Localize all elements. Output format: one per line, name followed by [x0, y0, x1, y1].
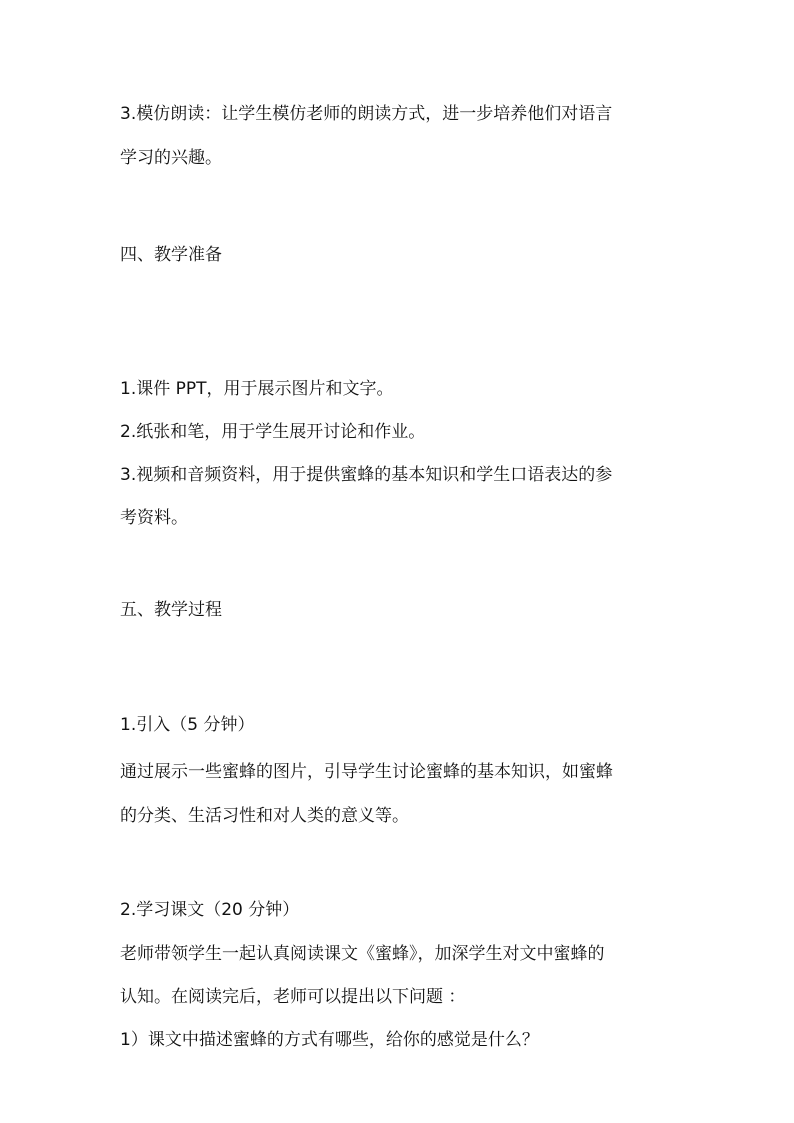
section-heading-teaching-process: 五、教学过程 — [120, 600, 222, 620]
section-heading-teaching-preparation: 四、教学准备 — [120, 245, 222, 265]
process-step-2-line-1: 老师带领学生一起认真阅读课文《蜜蜂》，加深学生对文中蜜蜂的 — [120, 944, 605, 964]
preparation-item-3-line-2: 考资料。 — [120, 508, 188, 528]
process-step-1-title: 1.引入（5 分钟） — [120, 715, 255, 735]
paragraph-imitate-reading-line-1: 3.模仿朗读：让学生模仿老师的朗读方式，进一步培养他们对语言 — [120, 104, 613, 124]
process-step-2-title: 2.学习课文（20 分钟） — [120, 900, 300, 920]
process-step-2-line-2: 认知。在阅读完后，老师可以提出以下问题 ： — [120, 987, 466, 1007]
paragraph-imitate-reading-line-2: 学习的兴趣。 — [120, 148, 222, 168]
preparation-item-3-line-1: 3.视频和音频资料，用于提供蜜蜂的基本知识和学生口语表达的参 — [120, 465, 613, 485]
process-step-2-question-1: 1）课文中描述蜜蜂的方式有哪些，给你的感觉是什么？ — [120, 1030, 539, 1050]
preparation-item-1: 1.课件 PPT，用于展示图片和文字。 — [120, 379, 394, 399]
process-step-1-line-2: 的分类、生活习性和对人类的意义等。 — [120, 806, 409, 826]
process-step-1-line-1: 通过展示一些蜜蜂的图片，引导学生讨论蜜蜂的基本知识，如蜜蜂 — [120, 762, 613, 782]
preparation-item-2: 2.纸张和笔，用于学生展开讨论和作业。 — [120, 422, 426, 442]
